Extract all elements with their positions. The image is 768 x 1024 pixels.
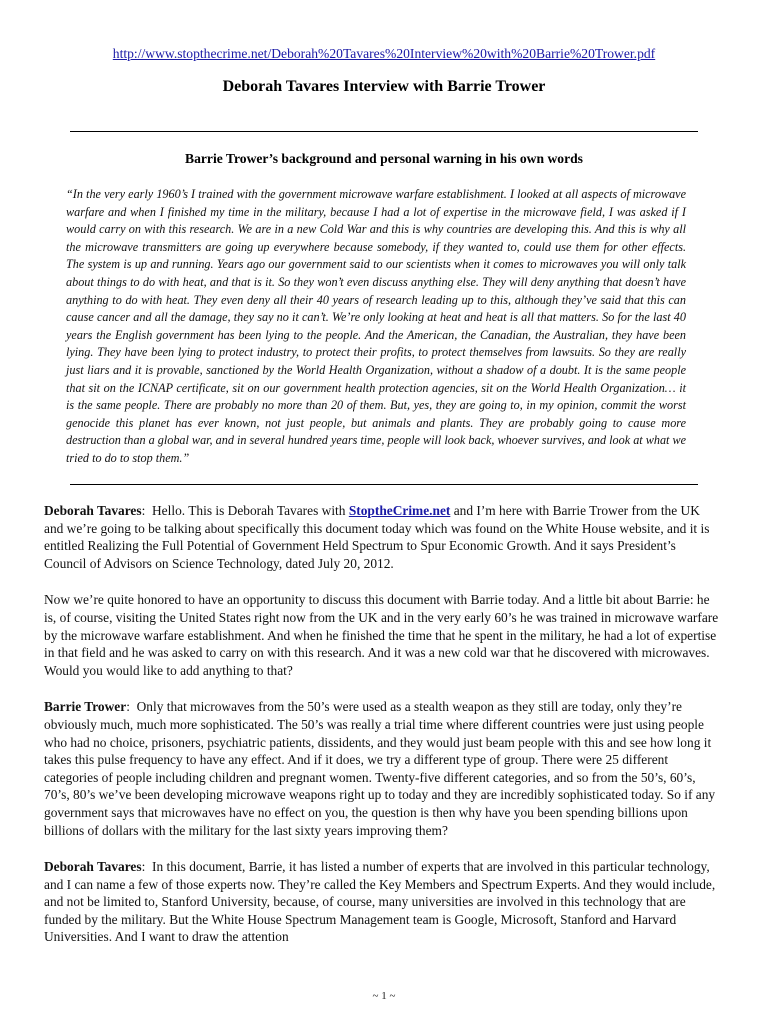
paragraph-text: In this document, Barrie, it has listed a number of experts that are involved in this particular technology, and I can name a few of those experts now. They’re called the Key Members and Spectrum Experts. And they would include, and not be limited to, Stanford University, because, of course, many universities are involved in this technology that are funded by the military. But the White House Spectrum Management team is Google, Microsoft, Stanford and Harvard Universities. And I want to draw the attention xyxy=(44,859,716,945)
speaker-name: Deborah Tavares xyxy=(44,503,142,518)
speaker-name: Deborah Tavares xyxy=(44,859,142,875)
stopthecrime-link[interactable]: StoptheCrime.net xyxy=(348,503,451,518)
paragraph-1: Deborah Tavares: Hello. This is Deborah Tavares with StoptheCrime.net and I’m here with Barrie Trower from the UK and we’re going to be talking about specifically this document today which was found on the White House website, and it is entitled Realizing the Full Potential of Government Held Spectrum to Spur Economic Growth. And it says President’s Council of Advisors on Science Technology, dated July 20, 2012. xyxy=(44,503,710,571)
paragraph-3: Barrie Trower: Only that microwaves from the 50’s were used as a stealth weapon as they still are today, only they’re obviously much, much more sophisticated. The 50’s was really a trial time where different countries were just using people who had no choice, prisoners, psychiatric patients, dissidents, and they would just beam people with this and see how long it takes this pulse frequency to have any effect. And if it does, we try a different type of group. There were 25 different categories of people including children and pregnant women. Twenty-five different categories, and so from the 50’s, 60’s, 70’s, 80’s we’ve been developing microwave weapons right up to today and they are incredibly sophisticated today. So if any government says that microwaves have no effect on you, the question is then why have you been spending billions upon billions of dollars with the military for the last sixty years improving them? xyxy=(44,699,716,838)
divider-bottom xyxy=(70,484,698,485)
page-number: ~ 1 ~ xyxy=(372,990,396,1002)
paragraph-4: Deborah Tavares: In this document, Barrie, it has listed a number of experts that are involved in this particular technology, and I can name a few of those experts now. They’re called the Key Members and Spectrum Experts. And they would include, and not be limited to, Stanford University, because, of course, many universities are involved in this technology that are funded by the military. But the White House Spectrum Management team is Google, Microsoft, Stanford and Harvard Universities. And I want to draw the attention xyxy=(44,859,716,945)
section-subheading: Barrie Trower’s background and personal warning in his own words xyxy=(185,151,583,166)
paragraph-2: Now we’re quite honored to have an opportunity to discuss this document with Barrie today. And a little bit about Barrie: he is, of course, visiting the United States right now from the UK and in the very early 60’s he was trained in microwave warfare by the microwave warfare establishment. And when he finished the time that he spent in the military, he had a lot of expertise in that field and he was asked to carry on with this research. And it was a new cold war that he discovered with microwaves. Would you would like to add anything to that? xyxy=(44,592,719,678)
document-title: Deborah Tavares Interview with Barrie Trower xyxy=(222,78,546,95)
interview-body xyxy=(44,502,720,965)
divider-top xyxy=(70,131,698,132)
paragraph-text: and I’m here with Barrie Trower from the UK and we’re going to be talking about specifically this document today which was found on the White House website, and it is entitled Realizing the Full Potential of Government Held Spectrum to Spur Economic Growth. And it says President’s Council of Advisors on Science Technology, dated July 20, 2012. xyxy=(44,503,710,571)
source-url-link[interactable]: http://www.stopthecrime.net/Deborah%20Tavares%20Interview%20with%20Barrie%20Trower.pdf xyxy=(112,46,656,61)
trower-quote-block: “In the very early 1960’s I trained with the government microwave warfare establishment. I looked at all aspects of microwave warfare and when I finished my time in the military, because I had a lot of expertise in the microwave field, I was asked if I would carry on with this research. We are in a new Cold War and this is why countries are developing this. And this is why all the microwave transmitters are going up everywhere because somebody, if they wanted to, could use them for other effects. The system is up and running. Years ago our government said to our scientists when it comes to microwaves you will only talk about things to do with heat, and that is it. So they won’t even discuss anything else. They will deny anything that doesn’t have anything to do with heat. They even deny all their 40 years of research leading up to this, although they’ve said that this can cause cancer and all the damage, they say no it can’t. We’re only looking at heat and heat is all that matters. So for the last 40 years the English government has been lying to the people. And the American, the Canadian, the Australian, they have been lying. They have been lying to protect industry, to protect their profits, to protect themselves from lawsuits. So they are really just liars and it is provable, sanctioned by the World Health Organization, without a shadow of a doubt. It is the same people that sit on the ICNAP certificate, sit on our government health protection agencies, sit on the World Health Organization… it is the same people. There are probably no more than 20 of them. But, yes, they are going to, in my opinion, commit the worst genocide this planet has ever known, not just people, but animals and plants. They are probably going to cause more destruction than a global war, and in several hundred years time, people will look back, whoever survives, and look at what we tried to do to stop them.” xyxy=(66,187,687,465)
speaker-name: Barrie Trower xyxy=(44,699,127,715)
paragraph-text: Hello. This is Deborah Tavares with xyxy=(152,503,349,518)
paragraph-text: Only that microwaves from the 50’s were used as a stealth weapon as they still are today, only they’re obviously much, much more sophisticated. The 50’s was really a trial time where different countries were just using people who had no choice, prisoners, psychiatric patients, dissidents, and they would just beam people with this and see how long it takes this pulse frequency to have any effect. And if it does, we try a different type of group. There were 25 different categories of people including children and pregnant women. Twenty-five different categories, and so from the 50’s, 60’s, 70’s, 80’s we’ve been developing microwave weapons right up to today and they are incredibly sophisticated today. So if any government says that microwaves have no effect on you, the question is then why have you been spending billions upon billions of dollars with the military for the last sixty years improving them? xyxy=(44,699,716,838)
